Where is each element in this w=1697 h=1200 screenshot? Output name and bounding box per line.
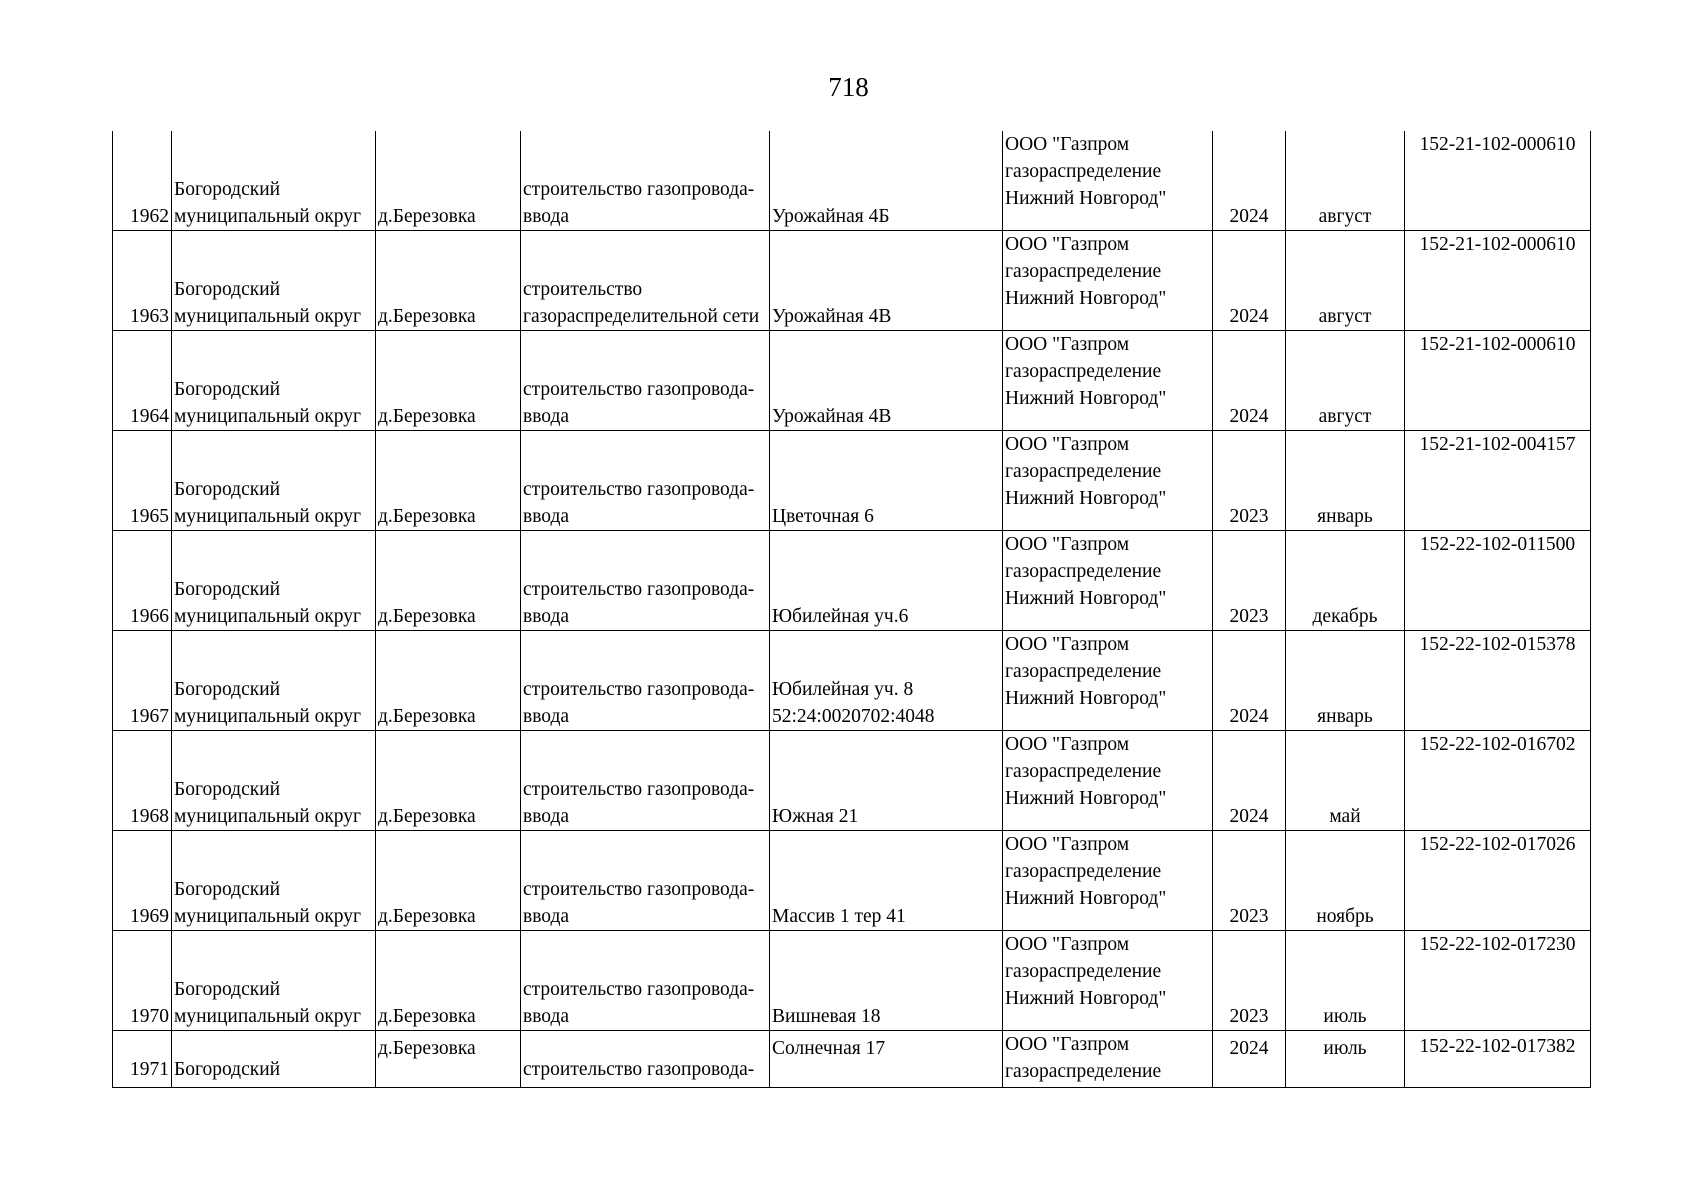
address-cell: Солнечная 17	[770, 1031, 1003, 1088]
work-type-line-1: строительство газопровода-	[523, 579, 755, 600]
year-cell: 2024	[1213, 331, 1286, 431]
municipality-cell	[172, 831, 376, 931]
table-body	[113, 131, 1591, 1088]
month-cell: август	[1286, 331, 1405, 431]
municipality-line-2: муниципальный округ	[174, 1006, 362, 1027]
work-type-cell	[521, 231, 770, 331]
table-row	[113, 631, 1591, 731]
address-line-2: Массив 1 тер 41	[772, 906, 906, 927]
address-cell	[770, 231, 1003, 331]
organization-line-1: ООО "Газпром	[1005, 634, 1130, 655]
organization-line-3: Нижний Новгород"	[1005, 688, 1167, 709]
address-line-2: Урожайная 4В	[772, 306, 892, 327]
village-cell: д.Березовка	[376, 931, 521, 1031]
work-type-line-1: строительство газопровода-	[523, 479, 755, 500]
organization-line-2: газораспределение	[1005, 661, 1162, 682]
municipality-cell	[172, 731, 376, 831]
year-cell: 2024	[1213, 631, 1286, 731]
municipality-line-2: муниципальный округ	[174, 606, 362, 627]
month-cell: декабрь	[1286, 531, 1405, 631]
organization-cell	[1003, 831, 1213, 931]
organization-line-3: Нижний Новгород"	[1005, 988, 1167, 1009]
table-row	[113, 831, 1591, 931]
code-cell: 152-22-102-017026	[1405, 831, 1591, 931]
organization-line-1: ООО "Газпром	[1005, 934, 1130, 955]
month-cell: август	[1286, 231, 1405, 331]
year-cell: 2024	[1213, 231, 1286, 331]
work-type-cell: строительство газопровода-	[521, 1031, 770, 1088]
gas-connection-table	[112, 131, 1591, 1088]
work-type-cell	[521, 731, 770, 831]
table-row	[113, 131, 1591, 231]
municipality-line-2: муниципальный округ	[174, 406, 362, 427]
municipality-line-1: Богородский	[174, 579, 281, 600]
work-type-line-2: ввода	[523, 906, 570, 927]
organization-line-1: ООО "Газпром	[1005, 1034, 1130, 1055]
work-type-cell	[521, 131, 770, 231]
address-cell	[770, 931, 1003, 1031]
code-cell: 152-21-102-000610	[1405, 331, 1591, 431]
address-cell	[770, 831, 1003, 931]
address-cell	[770, 631, 1003, 731]
code-cell: 152-22-102-016702	[1405, 731, 1591, 831]
organization-line-2: газораспределение	[1005, 961, 1162, 982]
work-type-line-2: ввода	[523, 406, 570, 427]
organization-line-2: газораспределение	[1005, 461, 1162, 482]
table-row	[113, 331, 1591, 431]
organization-line-2: газораспределение	[1005, 161, 1162, 182]
month-cell: июль	[1286, 931, 1405, 1031]
row-number: 1971	[113, 1031, 172, 1088]
code-cell: 152-21-102-000610	[1405, 131, 1591, 231]
row-number: 1963	[113, 231, 172, 331]
table-row	[113, 731, 1591, 831]
municipality-line-1: Богородский	[174, 379, 281, 400]
table-row	[113, 231, 1591, 331]
table-row-partial	[113, 1031, 1591, 1088]
address-cell	[770, 731, 1003, 831]
row-number: 1970	[113, 931, 172, 1031]
organization-line-3: Нижний Новгород"	[1005, 488, 1167, 509]
organization-line-1: ООО "Газпром	[1005, 134, 1130, 155]
municipality-cell	[172, 631, 376, 731]
work-type-line-1: строительство газопровода-	[523, 679, 755, 700]
municipality-line-1: Богородский	[174, 279, 281, 300]
organization-cell	[1003, 1031, 1213, 1088]
municipality-line-2: муниципальный округ	[174, 806, 362, 827]
village-cell: д.Березовка	[376, 431, 521, 531]
address-line-2: Урожайная 4Б	[772, 206, 890, 227]
work-type-line-2: ввода	[523, 806, 570, 827]
row-number: 1965	[113, 431, 172, 531]
work-type-line-1: строительство газопровода-	[523, 979, 755, 1000]
municipality-cell	[172, 431, 376, 531]
month-cell: август	[1286, 131, 1405, 231]
code-cell: 152-21-102-000610	[1405, 231, 1591, 331]
municipality-line-2: муниципальный округ	[174, 906, 362, 927]
work-type-cell	[521, 631, 770, 731]
address-cell	[770, 331, 1003, 431]
village-cell: д.Березовка	[376, 831, 521, 931]
month-cell: январь	[1286, 431, 1405, 531]
row-number: 1964	[113, 331, 172, 431]
year-cell: 2023	[1213, 831, 1286, 931]
work-type-cell	[521, 831, 770, 931]
row-number: 1962	[113, 131, 172, 231]
municipality-line-1: Богородский	[174, 779, 281, 800]
row-number: 1966	[113, 531, 172, 631]
municipality-cell	[172, 131, 376, 231]
organization-line-1: ООО "Газпром	[1005, 534, 1130, 555]
work-type-line-2: ввода	[523, 206, 570, 227]
address-line-2: Юбилейная уч.6	[772, 606, 909, 627]
organization-line-1: ООО "Газпром	[1005, 734, 1130, 755]
organization-line-2: газораспределение	[1005, 361, 1162, 382]
address-cell	[770, 431, 1003, 531]
municipality-line-2: муниципальный округ	[174, 206, 362, 227]
organization-cell	[1003, 531, 1213, 631]
page-number: 718	[828, 72, 869, 102]
work-type-cell	[521, 531, 770, 631]
organization-cell	[1003, 131, 1213, 231]
address-cell	[770, 131, 1003, 231]
organization-cell	[1003, 931, 1213, 1031]
work-type-line-2: ввода	[523, 706, 570, 727]
organization-line-2: газораспределение	[1005, 861, 1162, 882]
code-cell: 152-22-102-017382	[1405, 1031, 1591, 1088]
organization-cell	[1003, 431, 1213, 531]
village-cell: д.Березовка	[376, 1031, 521, 1088]
work-type-cell	[521, 931, 770, 1031]
year-cell: 2023	[1213, 431, 1286, 531]
organization-line-3: Нижний Новгород"	[1005, 588, 1167, 609]
address-line-2: Южная 21	[772, 806, 859, 827]
row-number: 1969	[113, 831, 172, 931]
organization-line-3: Нижний Новгород"	[1005, 388, 1167, 409]
organization-line-3: Нижний Новгород"	[1005, 788, 1167, 809]
village-cell: д.Березовка	[376, 731, 521, 831]
table-row	[113, 531, 1591, 631]
organization-cell	[1003, 631, 1213, 731]
work-type-line-2: газораспределительной сети	[523, 306, 760, 327]
organization-line-1: ООО "Газпром	[1005, 834, 1130, 855]
municipality-line-2: муниципальный округ	[174, 506, 362, 527]
work-type-line-1: строительство	[523, 279, 643, 300]
row-number: 1968	[113, 731, 172, 831]
address-line-1: Юбилейная уч. 8	[772, 679, 914, 700]
code-cell: 152-22-102-015378	[1405, 631, 1591, 731]
organization-line-2: газораспределение	[1005, 561, 1162, 582]
work-type-cell	[521, 331, 770, 431]
address-line-2: Цветочная 6	[772, 506, 874, 527]
organization-cell	[1003, 331, 1213, 431]
municipality-cell	[172, 331, 376, 431]
row-number: 1967	[113, 631, 172, 731]
code-cell: 152-22-102-011500	[1405, 531, 1591, 631]
year-cell: 2023	[1213, 931, 1286, 1031]
village-cell: д.Березовка	[376, 231, 521, 331]
table-row	[113, 931, 1591, 1031]
month-cell: май	[1286, 731, 1405, 831]
work-type-line-2: ввода	[523, 506, 570, 527]
work-type-line-1: строительство газопровода-	[523, 879, 755, 900]
year-cell: 2024	[1213, 731, 1286, 831]
work-type-line-2: ввода	[523, 606, 570, 627]
village-cell: д.Березовка	[376, 131, 521, 231]
work-type-line-1: строительство газопровода-	[523, 179, 755, 200]
organization-line-1: ООО "Газпром	[1005, 434, 1130, 455]
municipality-line-1: Богородский	[174, 979, 281, 1000]
code-cell: 152-21-102-004157	[1405, 431, 1591, 531]
municipality-line-1: Богородский	[174, 179, 281, 200]
municipality-cell	[172, 931, 376, 1031]
municipality-cell	[172, 531, 376, 631]
organization-line-3: Нижний Новгород"	[1005, 288, 1167, 309]
work-type-line-1: строительство газопровода-	[523, 379, 755, 400]
organization-line-2: газораспределение	[1005, 261, 1162, 282]
organization-line-3: Нижний Новгород"	[1005, 188, 1167, 209]
month-cell: ноябрь	[1286, 831, 1405, 931]
month-cell: июль	[1286, 1031, 1405, 1088]
municipality-line-1: Богородский	[174, 479, 281, 500]
year-cell: 2024	[1213, 131, 1286, 231]
organization-line-2: газораспределение	[1005, 761, 1162, 782]
village-cell: д.Березовка	[376, 331, 521, 431]
municipality-cell: Богородский	[172, 1031, 376, 1088]
work-type-line-2: ввода	[523, 1006, 570, 1027]
municipality-line-1: Богородский	[174, 879, 281, 900]
organization-cell	[1003, 231, 1213, 331]
address-cell	[770, 531, 1003, 631]
work-type-cell	[521, 431, 770, 531]
code-cell: 152-22-102-017230	[1405, 931, 1591, 1031]
address-line-2: Урожайная 4В	[772, 406, 892, 427]
organization-cell	[1003, 731, 1213, 831]
organization-line-3: Нижний Новгород"	[1005, 888, 1167, 909]
table-row	[113, 431, 1591, 531]
municipality-cell	[172, 231, 376, 331]
municipality-line-2: муниципальный округ	[174, 706, 362, 727]
municipality-line-2: муниципальный округ	[174, 306, 362, 327]
year-cell: 2023	[1213, 531, 1286, 631]
municipality-line-1: Богородский	[174, 679, 281, 700]
month-cell: январь	[1286, 631, 1405, 731]
village-cell: д.Березовка	[376, 531, 521, 631]
organization-line-1: ООО "Газпром	[1005, 234, 1130, 255]
work-type-line-1: строительство газопровода-	[523, 779, 755, 800]
organization-line-1: ООО "Газпром	[1005, 334, 1130, 355]
address-line-2: 52:24:0020702:4048	[772, 706, 935, 727]
year-cell: 2024	[1213, 1031, 1286, 1088]
village-cell: д.Березовка	[376, 631, 521, 731]
organization-line-2: газораспределение	[1005, 1061, 1162, 1082]
address-line-2: Вишневая 18	[772, 1006, 881, 1027]
